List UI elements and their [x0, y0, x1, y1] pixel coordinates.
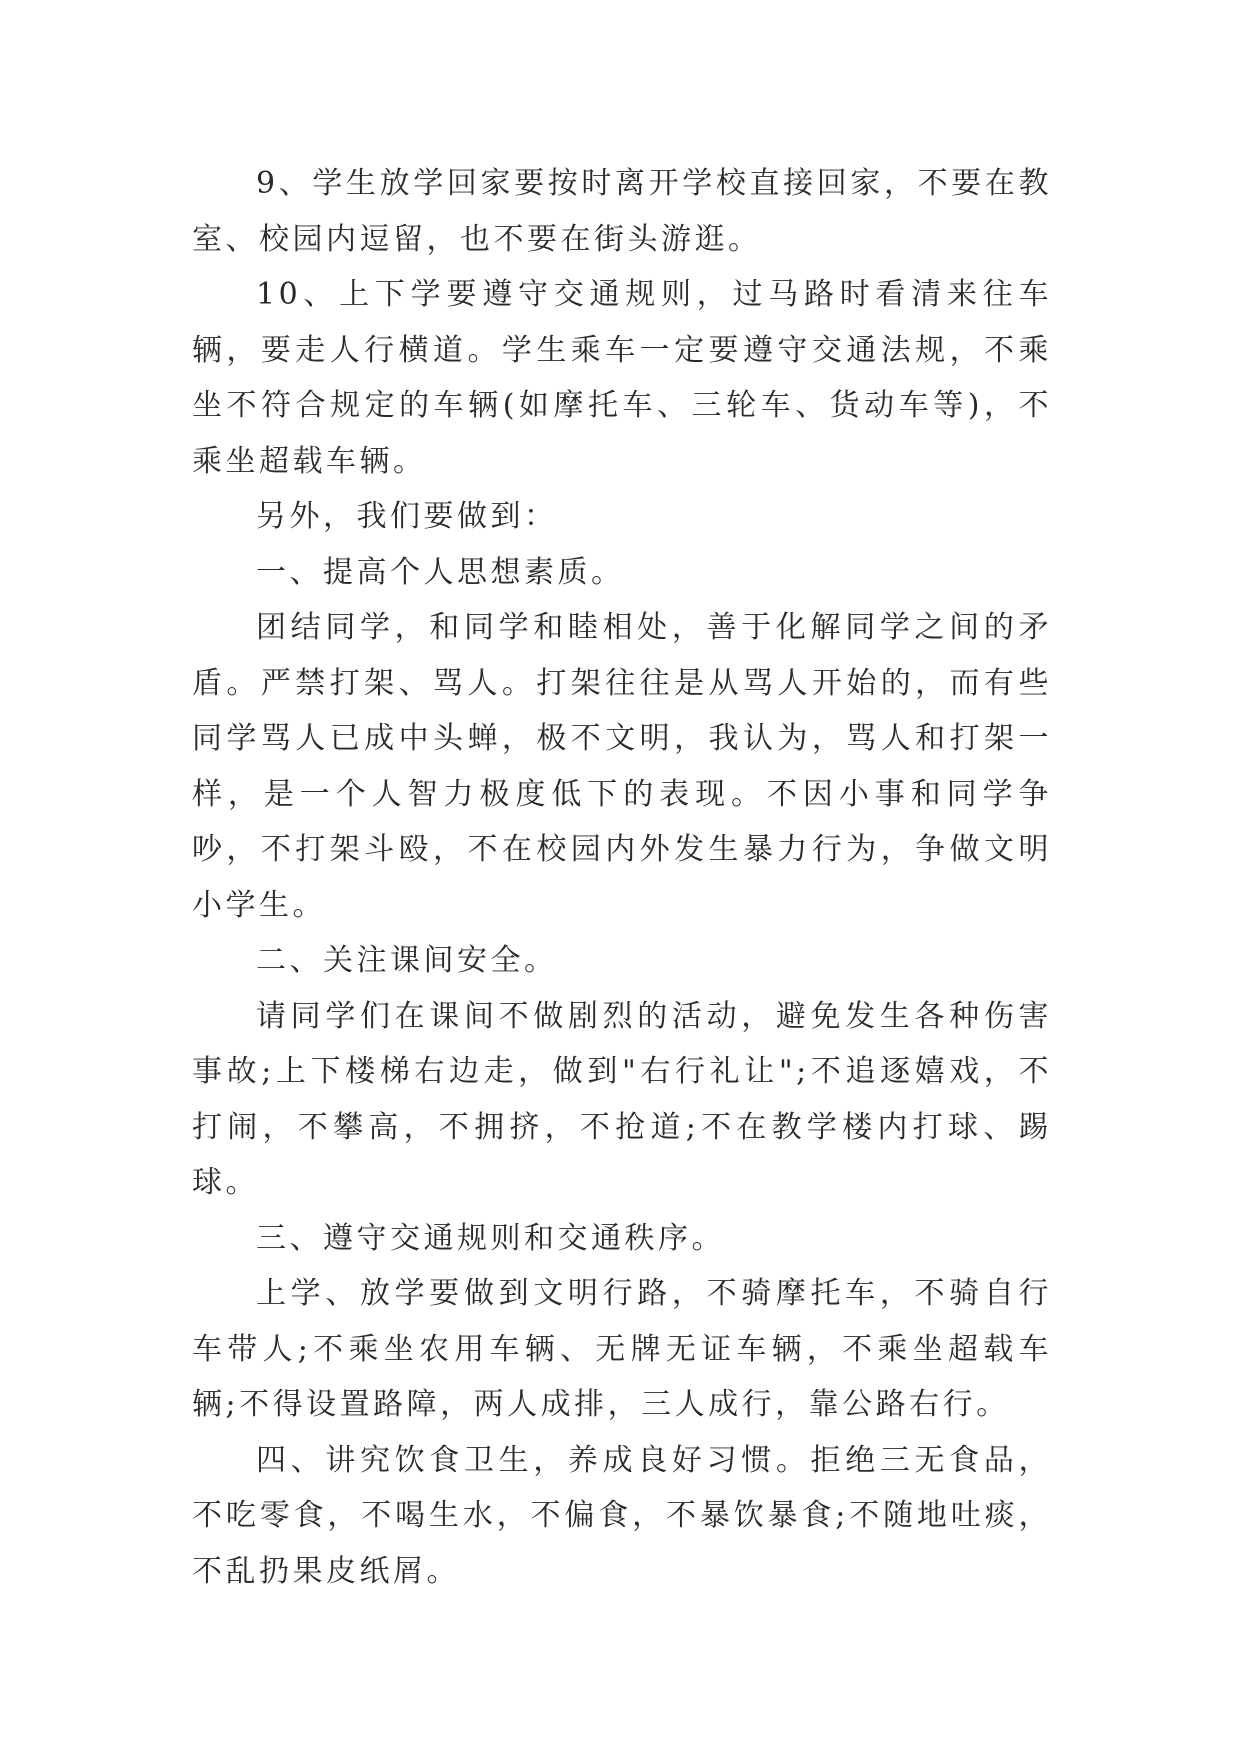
document-body: [192, 156, 1052, 1599]
section-heading-3: 三、遵守交通规则和交通秩序。: [256, 1220, 725, 1256]
paragraph-rule-9: 9、学生放学回家要按时离开学校直接回家，不要在教室、校园内逗留，也不要在街头游逛。: [192, 166, 1052, 257]
paragraph-section-3: 上学、放学要做到文明行路，不骑摩托车，不骑自行车带人;不乘坐农用车辆、无牌无证车辆，不乘坐超载车辆;不得设置路障，两人成排，三人成行，靠公路右行。: [192, 1276, 1052, 1422]
paragraph-section-1: 团结同学，和同学和睦相处，善于化解同学之间的矛盾。严禁打架、骂人。打架往往是从骂人开始的，而有些同学骂人已成中头蝉，极不文明，我认为，骂人和打架一样，是一个人智力极度低下的表现。不因小事和同学争吵，不打架斗殴，不在校园内外发生暴力行为，争做文明小学生。: [192, 610, 1052, 923]
section-heading-2: 二、关注课间安全。: [256, 943, 558, 978]
paragraph-section-4: 四、讲究饮食卫生，养成良好习惯。拒绝三无食品，不吃零食，不喝生水，不偏食，不暴饮暴食;不随地吐痰，不乱扔果皮纸屑。: [192, 1442, 1052, 1589]
paragraph-section-2: 请同学们在课间不做剧烈的活动，避免发生各种伤害事故;上下楼梯右边走，做到"右行礼让";不追逐嬉戏，不打闹，不攀高，不拥挤，不抢道;不在教学楼内打球、踢球。: [192, 998, 1052, 1200]
section-heading-1: 一、提高个人思想素质。: [256, 554, 625, 590]
paragraph-intro: 另外，我们要做到：: [256, 499, 558, 534]
paragraph-rule-10: 10、上下学要遵守交通规则，过马路时看清来往车辆，要走人行横道。学生乘车一定要遵守交通法规，不乘坐不符合规定的车辆(如摩托车、三轮车、货动车等)，不乘坐超载车辆。: [192, 277, 1052, 479]
